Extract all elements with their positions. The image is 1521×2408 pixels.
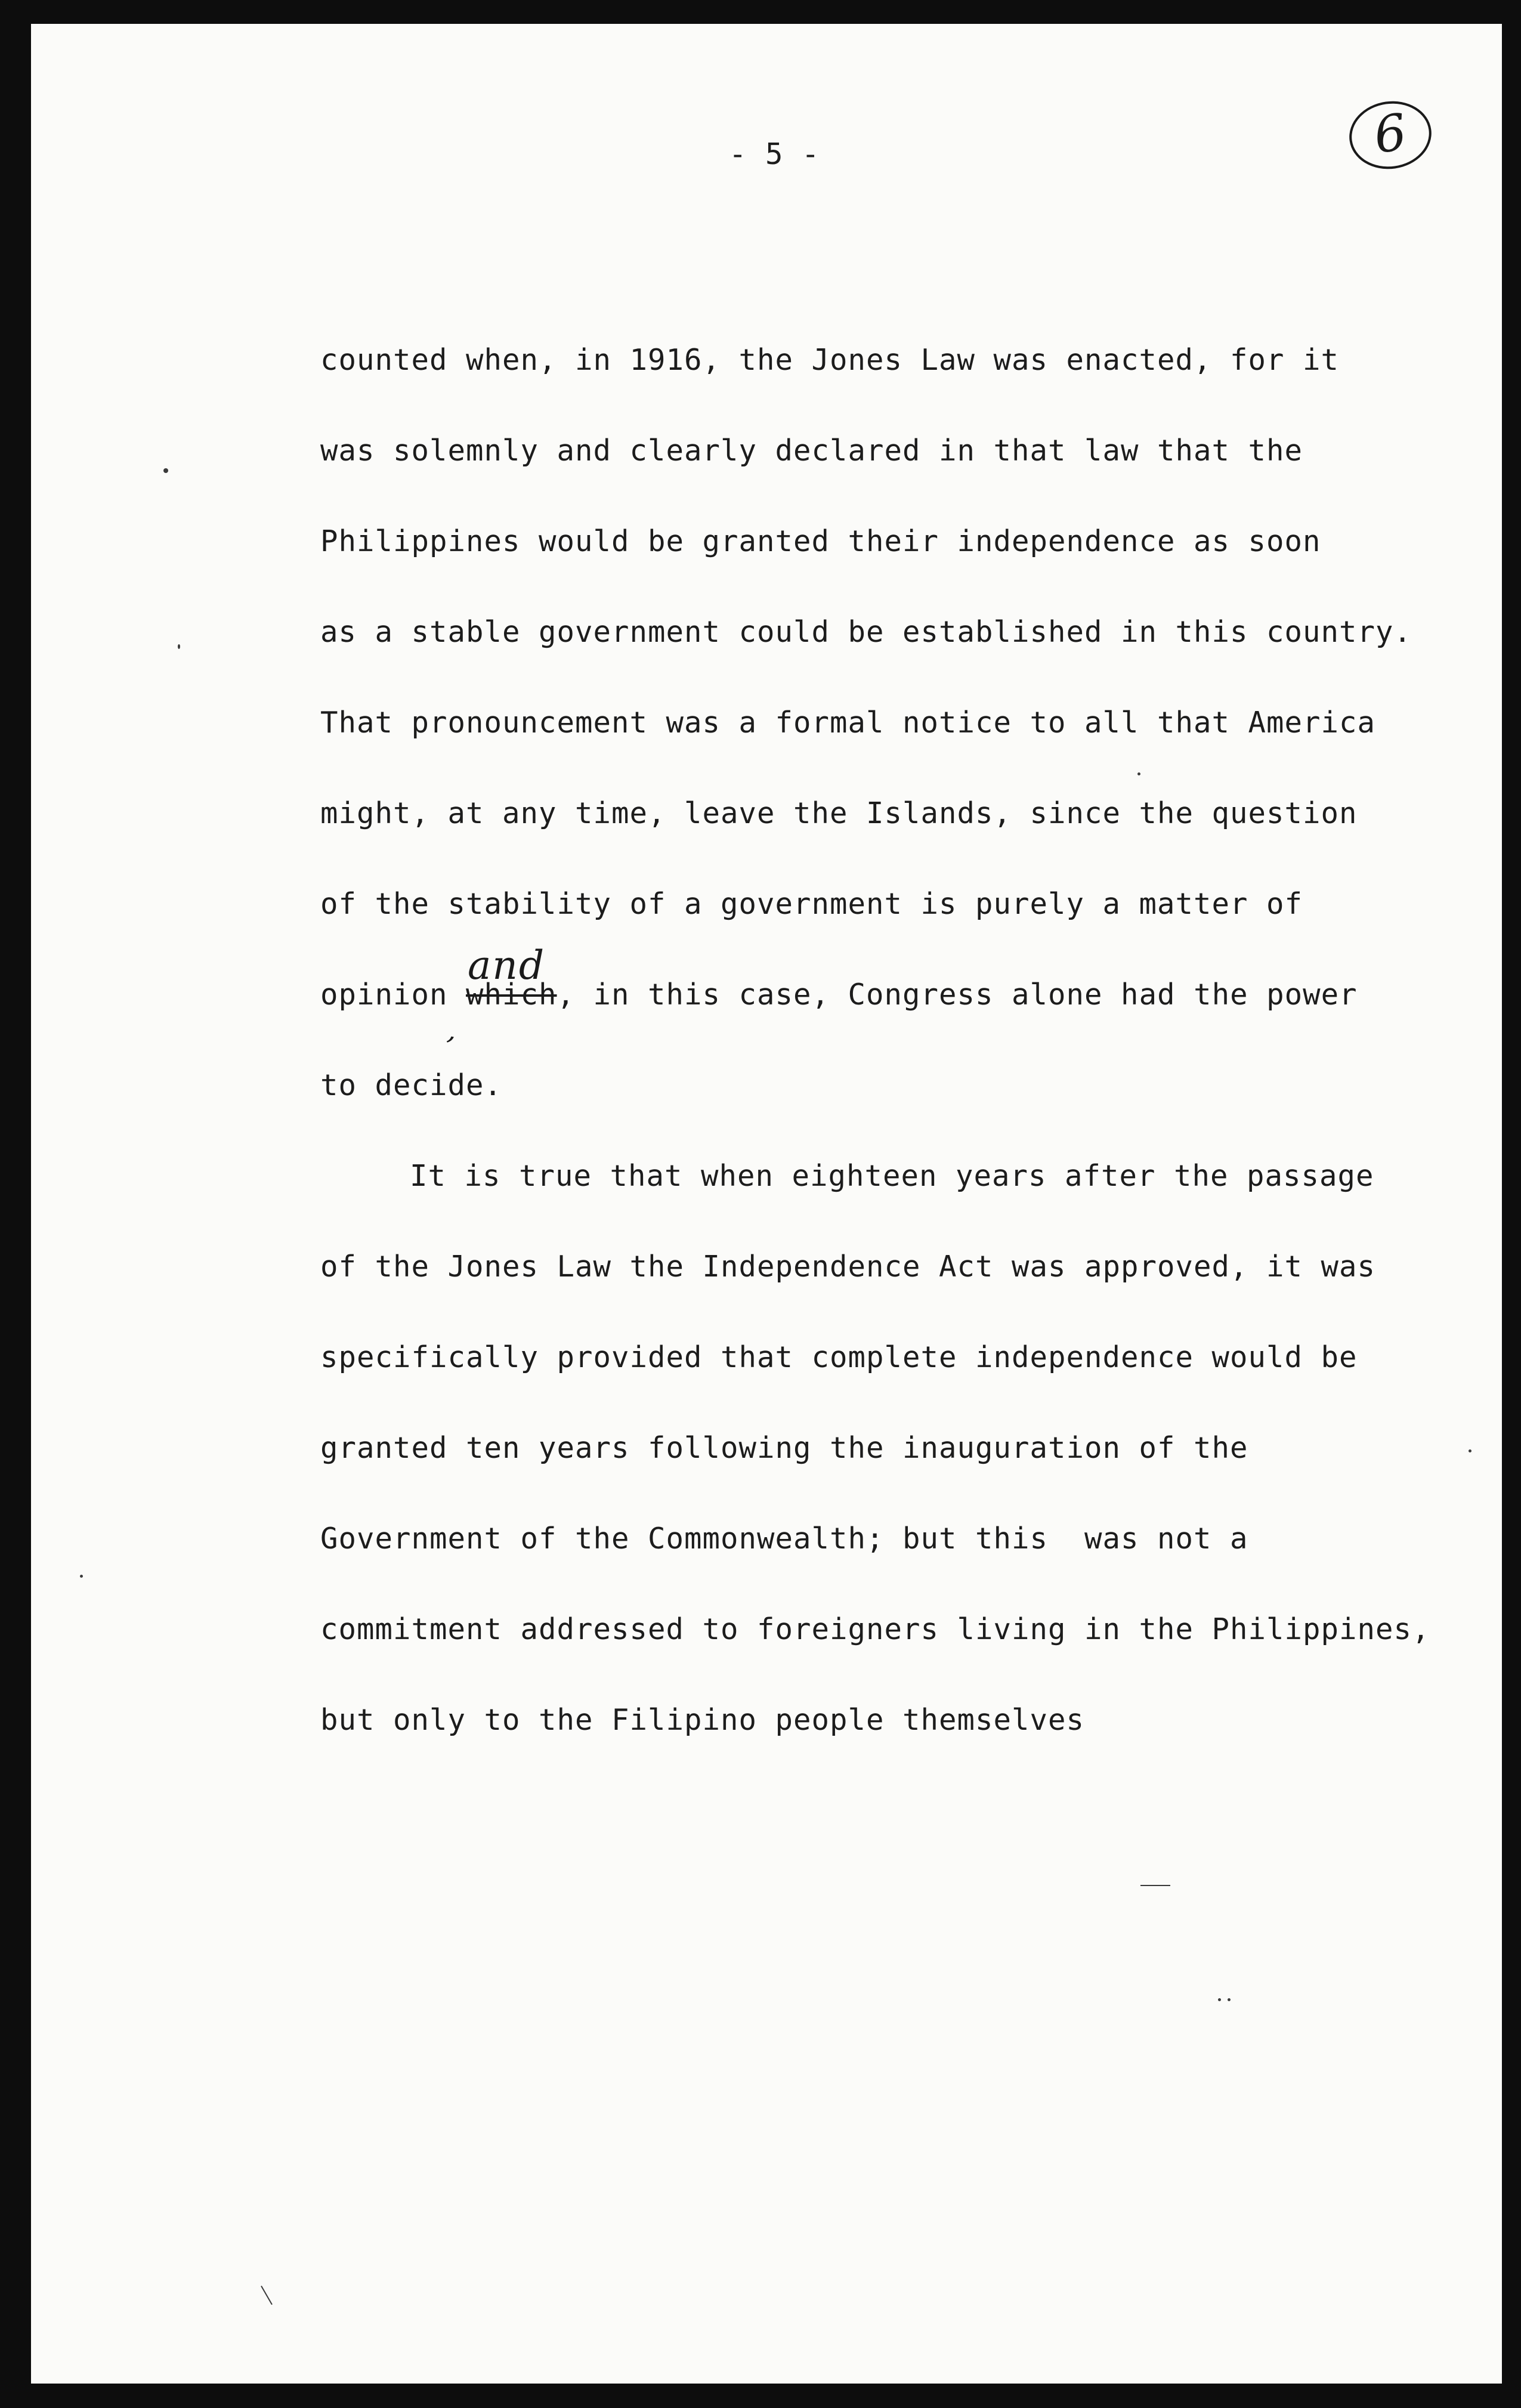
scan-speck xyxy=(1140,1885,1170,1886)
text-line: might, at any time, leave the Islands, since the question xyxy=(320,796,1358,830)
handwritten-insertion: and xyxy=(468,942,546,988)
scan-speck xyxy=(1469,1449,1471,1452)
text-line: of the stability of a government is purely a matter of xyxy=(320,887,1303,921)
text-line: as a stable government could be established in this country. xyxy=(320,615,1412,649)
scan-speck xyxy=(178,644,180,649)
text-line: That pronouncement was a formal notice to all that America xyxy=(320,706,1376,740)
scan-speck xyxy=(1137,772,1140,775)
text-line: Government of the Commonwealth; but this was not a xyxy=(320,1522,1248,1556)
text-line: counted when, in 1916, the Jones Law was enacted, for it xyxy=(320,343,1340,377)
scan-speck xyxy=(163,468,168,473)
scan-speck xyxy=(1228,1998,1231,2001)
scan-speck xyxy=(1218,1998,1221,2001)
text-line: specifically provided that complete independence would be xyxy=(320,1340,1358,1374)
text-line: Philippines would be granted their independence as soon xyxy=(320,524,1321,558)
text-line: commitment addressed to foreigners living in the Philippines, xyxy=(320,1612,1430,1646)
text-line: but only to the Filipino people themselves xyxy=(320,1703,1085,1737)
text-line: to decide. xyxy=(320,1068,503,1102)
page-number: - 5 - xyxy=(729,137,820,171)
struck-word: which xyxy=(466,978,557,1012)
text-line: It is true that when eighteen years after the passage xyxy=(410,1159,1374,1193)
text-line: was solemnly and clearly declared in that law that the xyxy=(320,434,1303,468)
opinion-text: opinion xyxy=(320,978,448,1012)
text-line: of the Jones Law the Independence Act was approved, it was xyxy=(320,1250,1376,1284)
insertion-comma-mark: , xyxy=(445,1013,461,1047)
document-page xyxy=(31,24,1502,2384)
circled-page-number: 6 xyxy=(1345,96,1436,174)
scan-speck xyxy=(261,2286,273,2305)
text-line: granted ten years following the inauguration of the xyxy=(320,1431,1248,1465)
scan-speck xyxy=(80,1575,83,1578)
opinion-continuation: , in this case, Congress alone had the power xyxy=(557,978,1358,1012)
